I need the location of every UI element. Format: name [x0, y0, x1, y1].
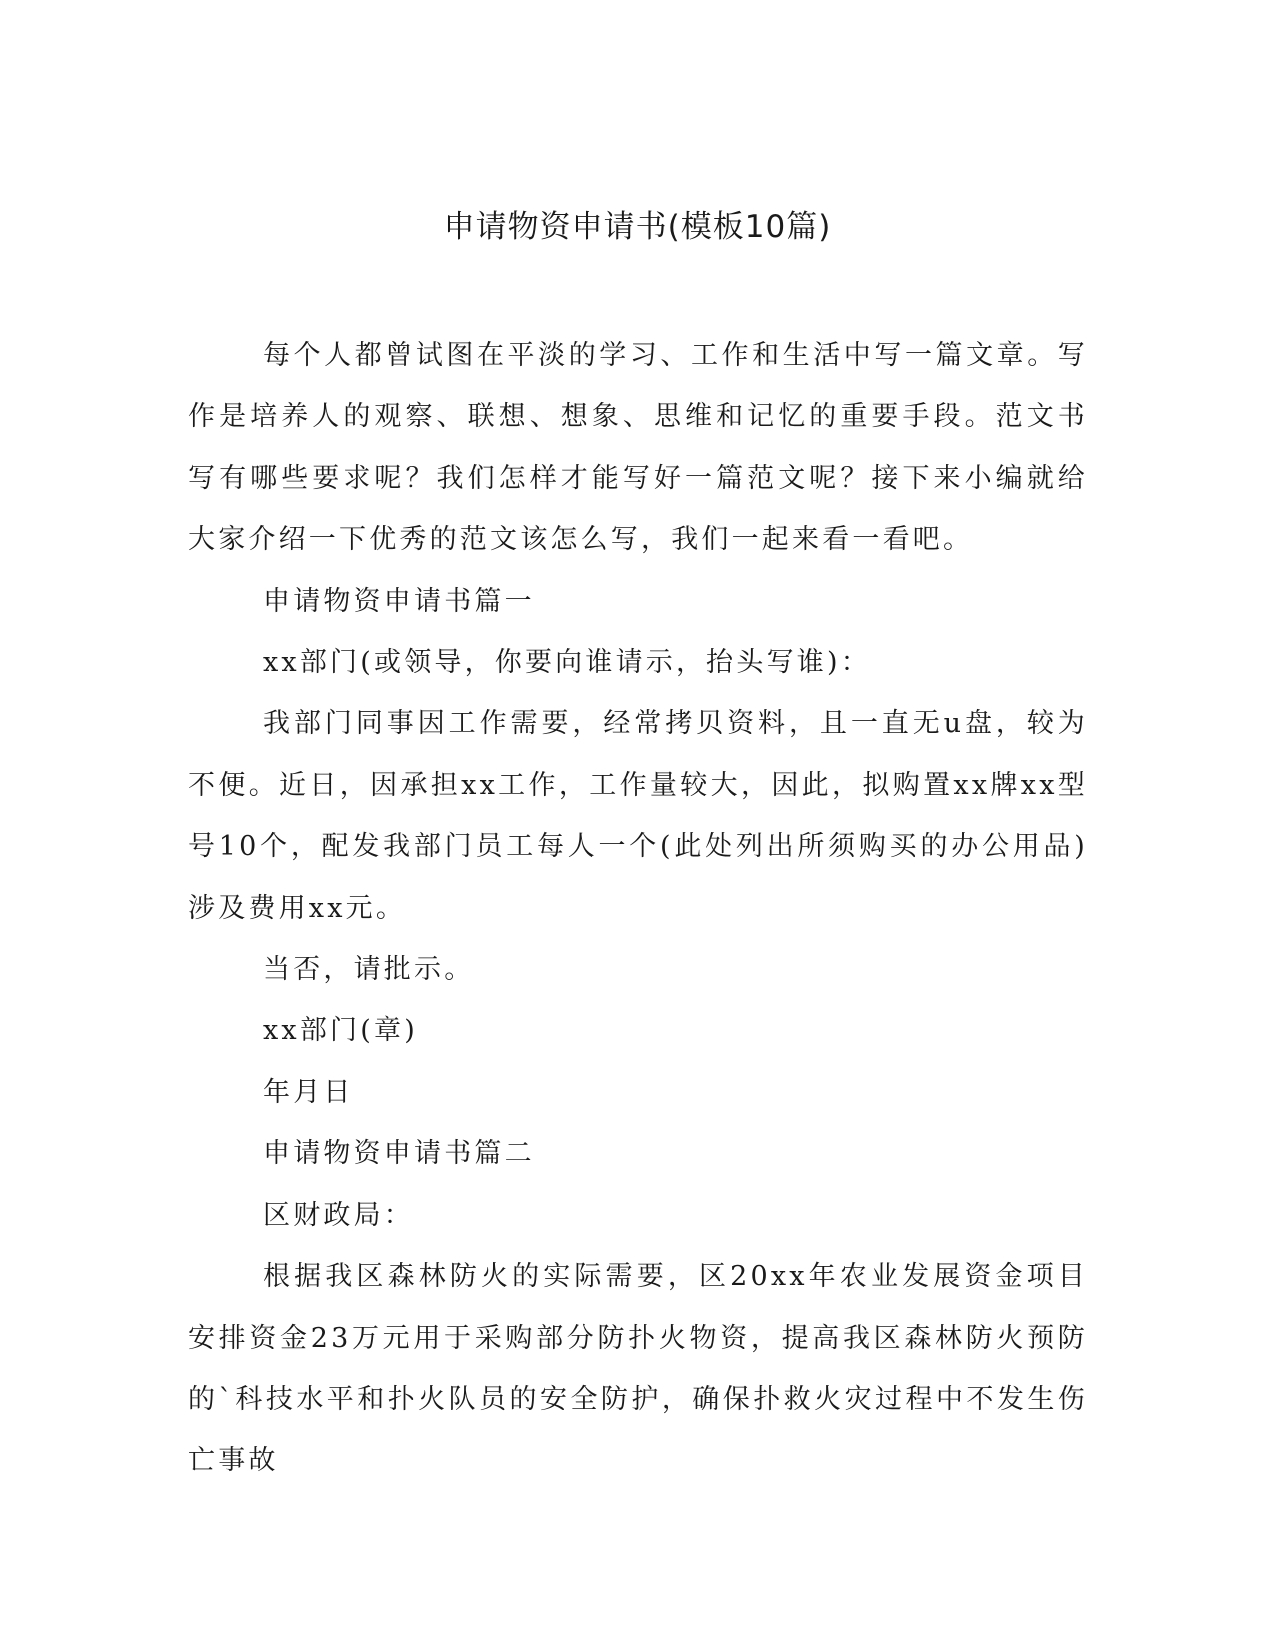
document-body: [188, 325, 1088, 1492]
document-title: 申请物资申请书(模板10篇): [443, 209, 832, 245]
salutation-two: 区财政局：: [263, 1199, 414, 1231]
date-line: 年月日: [263, 1076, 354, 1108]
signature-department: xx部门(章): [263, 1015, 418, 1047]
section-heading-two: 申请物资申请书篇二: [263, 1138, 535, 1170]
body-paragraph-two: 根据我区森林防火的实际需要，区20xx年农业发展资金项目安排资金23万元用于采购部分防扑火物资，提高我区森林防火预防的`科技水平和扑火队员的安全防护，确保扑救火灾过程中不发生伤亡事故: [188, 1261, 1088, 1477]
section-heading-one: 申请物资申请书篇一: [263, 585, 535, 617]
request-paragraph: 我部门同事因工作需要，经常拷贝资料，且一直无u盘，较为不便。近日，因承担xx工作，工作量较大，因此，拟购置xx牌xx型号10个，配发我部门员工每人一个(此处列出所须购买的办公用品)涉及费用xx元。: [188, 708, 1088, 924]
closing-line: 当否，请批示。: [263, 954, 475, 986]
salutation: xx部门(或领导，你要向谁请示，抬头写谁)：: [263, 647, 871, 679]
intro-paragraph: 每个人都曾试图在平淡的学习、工作和生活中写一篇文章。写作是培养人的观察、联想、想象、思维和记忆的重要手段。范文书写有哪些要求呢？我们怎样才能写好一篇范文呢？接下来小编就给大家介绍一下优秀的范文该怎么写，我们一起来看一看吧。: [188, 340, 1088, 556]
